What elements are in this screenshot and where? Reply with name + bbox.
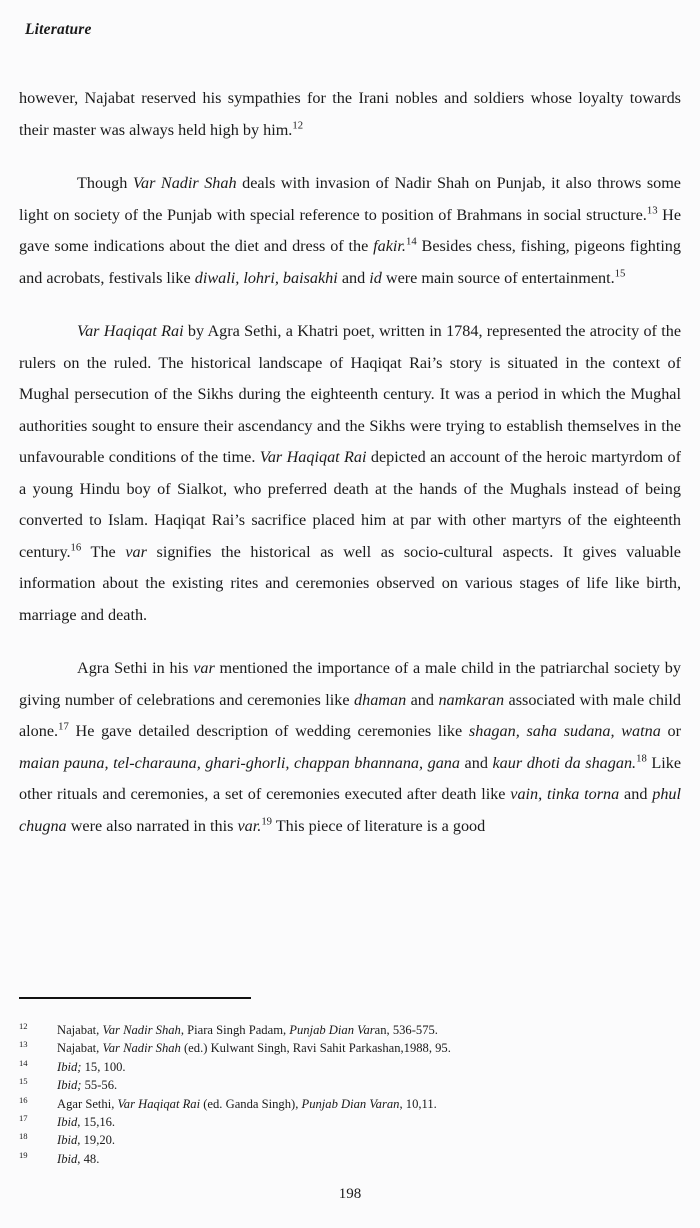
footnote-text — [57, 1021, 659, 1039]
para-var-nadir-shah — [19, 168, 681, 294]
footnote-reference[interactable]: 13 — [646, 204, 658, 217]
text-run: and — [619, 785, 653, 803]
italic-term: Var Haqiqat Rai — [259, 448, 367, 466]
para-var-haqiqat-rai — [19, 316, 681, 631]
text-run: were main source of entertainment. — [381, 268, 615, 287]
italic-term: phul chugna — [19, 785, 681, 835]
footnote-list — [19, 1021, 659, 1168]
footnote-number: 15 — [19, 1076, 28, 1087]
footnote-number: 19 — [19, 1149, 28, 1160]
footnote-number: 16 — [19, 1094, 28, 1105]
text-run: Though — [77, 174, 133, 192]
text-run: This piece of literature is a good — [272, 816, 486, 835]
text-run: , 10,11. — [399, 1096, 437, 1111]
italic-term: vain, tinka torna — [510, 785, 620, 803]
footnote-reference[interactable]: 18 — [636, 752, 647, 765]
footnote-entry — [19, 1058, 659, 1076]
text-run: associated with male child alone. — [19, 690, 682, 740]
footnote-reference[interactable]: 15 — [614, 267, 626, 280]
footnote-text — [57, 1131, 659, 1149]
text-run: 55-56. — [81, 1078, 118, 1093]
italic-term: Ibid — [57, 1151, 78, 1166]
footnote-entry — [19, 1131, 659, 1149]
text-run: depicted an account of the heroic martyrdom of a young Hindu boy of Sialkot, who preferred death at the hands of the Mughals instead of being converted to Islam. Haqiqat Rai’s sacrifice placed him at par with other martyrs of the eighteenth century. — [19, 448, 681, 561]
text-run: , 15,16. — [77, 1115, 116, 1130]
footnote-text — [57, 1058, 659, 1076]
footnote-reference[interactable]: 17 — [58, 720, 69, 733]
footnote-reference[interactable]: 19 — [261, 815, 272, 828]
text-run: Like other rituals and ceremonies, a set of ceremonies executed after death like — [19, 753, 681, 803]
italic-term: Var Nadir Shah — [132, 174, 237, 192]
body-text — [19, 83, 681, 842]
italic-term: , Punjab Dian Varan — [295, 1096, 400, 1111]
italic-term: maian pauna, tel-charauna, ghari-ghorli, chappan bhannana, gana — [19, 753, 460, 772]
footnote-entry — [19, 1113, 659, 1131]
text-run: 15, 100. — [81, 1059, 126, 1074]
para-agra-sethi-ceremonies — [19, 653, 681, 842]
italic-term: Var Nadir Shah — [102, 1041, 181, 1056]
text-run: mentioned the importance of a male child in the patriarchal society by giving number of celebrations and ceremonies like — [19, 659, 681, 709]
italic-term: diwali, lohri, baisakhi — [194, 268, 338, 287]
footnote-reference[interactable]: 12 — [292, 119, 304, 132]
text-run: signifies the historical as well as socio-cultural aspects. It gives valuable information about the existing rites and ceremonies observed on various stages of life like birth, marriage and death. — [19, 542, 681, 624]
italic-term: var — [125, 542, 147, 561]
text-run: Agar Sethi, — [57, 1096, 118, 1111]
footnote-text — [57, 1039, 659, 1057]
footnote-number: 13 — [19, 1039, 28, 1050]
italic-term: var — [193, 659, 215, 677]
text-run: (ed.) Kulwant Singh, Ravi Sahit Parkashan,1988, 95. — [180, 1041, 451, 1056]
italic-term: Var Haqiqat Rai — [117, 1096, 201, 1111]
text-run: , 19,20. — [77, 1133, 116, 1148]
italic-term: kaur dhoti da shagan. — [492, 753, 637, 772]
text-run: an, 536-575. — [374, 1023, 438, 1037]
italic-term: id — [369, 268, 382, 287]
italic-term: fakir. — [373, 237, 406, 255]
italic-term: Punjab Dian Var — [289, 1023, 375, 1037]
footnote-number: 12 — [19, 1021, 28, 1031]
para-najabat-sympathies — [19, 83, 681, 146]
footnote-text — [57, 1076, 659, 1094]
footnote-separator-rule — [19, 997, 251, 999]
footnote-entry — [19, 1095, 659, 1113]
italic-term: Var Haqiqat Rai — [77, 322, 184, 340]
footnote-text — [57, 1150, 659, 1168]
text-run: Agra Sethi in his — [77, 659, 194, 677]
text-run: The — [81, 542, 126, 561]
italic-term: Ibid — [57, 1115, 78, 1130]
text-run: were also narrated in this — [66, 816, 238, 835]
italic-term: shagan, saha sudana, watna — [468, 722, 661, 740]
italic-term: Var Nadir Shah — [102, 1023, 181, 1037]
page-number: 198 — [338, 1186, 362, 1202]
text-run: and — [406, 690, 439, 709]
footnote-reference[interactable]: 16 — [70, 541, 82, 554]
footnote-text — [57, 1113, 659, 1131]
text-run: and — [337, 268, 370, 287]
footnote-entry — [19, 1150, 659, 1168]
text-run: (ed. Ganda Singh) — [200, 1096, 296, 1111]
italic-term: var. — [237, 816, 262, 835]
text-run: He gave some indications about the diet and dress of the — [19, 205, 682, 255]
footnote-entry — [19, 1039, 659, 1057]
italic-term: namkaran — [438, 690, 505, 709]
text-run: Najabat, — [57, 1041, 103, 1056]
footnote-number: 17 — [19, 1113, 28, 1124]
text-run: Najabat, — [57, 1023, 103, 1037]
text-run: or — [660, 722, 681, 740]
footnote-entry — [19, 1021, 659, 1039]
text-run: Besides chess, fishing, pigeons fighting and acrobats, festivals like — [19, 237, 681, 287]
text-run: however, Najabat reserved his sympathies for the Irani nobles and soldiers whose loyalty towards their master was always held high by him. — [19, 89, 681, 139]
text-run: deals with invasion of Nadir Shah on Punjab, it also throws some light on society of the Punjab with special reference to position of Brahmans in social structure. — [19, 174, 681, 224]
footnote-number: 14 — [19, 1057, 28, 1068]
text-run: , 48. — [77, 1151, 100, 1166]
italic-term: dhaman — [354, 690, 407, 709]
text-run: He gave detailed description of wedding ceremonies like — [68, 722, 469, 740]
running-head: Literature — [25, 21, 92, 38]
text-run: and — [459, 753, 493, 772]
italic-term: Ibid — [57, 1133, 78, 1148]
text-run: , Piara Singh Padam, — [180, 1023, 290, 1037]
italic-term: Ibid; — [57, 1059, 82, 1074]
footnote-text — [57, 1095, 659, 1113]
footnote-reference[interactable]: 14 — [405, 235, 417, 248]
footnote-number: 18 — [19, 1131, 28, 1142]
footnote-entry — [19, 1076, 659, 1094]
italic-term: Ibid; — [57, 1078, 82, 1093]
text-run: by Agra Sethi, a Khatri poet, written in 1784, represented the atrocity of the rulers on the ruled. The historical landscape of Haqiqat Rai’s story is situated in the context of Mughal persecution of the Sikhs during the eighteenth century. It was a period in which the Mughal authorities sought to ensure their ascendancy and the Sikhs were trying to establish themselves in the unfavourable conditions of the time. — [19, 322, 681, 466]
